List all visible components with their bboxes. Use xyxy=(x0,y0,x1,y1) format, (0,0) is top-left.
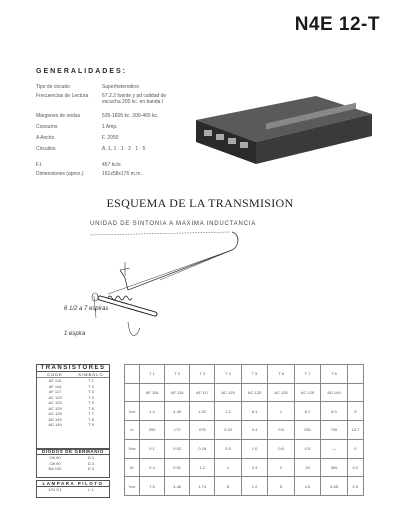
table-cell: AF 117 xyxy=(48,389,62,394)
table-cell: 4.5 xyxy=(294,477,320,496)
spec-key: A Ancho xyxy=(36,135,55,141)
table-cell xyxy=(347,383,363,402)
table-cell: 15 xyxy=(294,458,320,477)
table-cell: T 9 xyxy=(88,422,94,427)
table-cell: 1.2 xyxy=(190,458,215,477)
diodes-title: DIODOS DE GERMANIO xyxy=(37,449,109,455)
table-row xyxy=(125,402,364,421)
table-cell: T 4 xyxy=(215,365,241,384)
table-cell: 0.18 xyxy=(190,439,215,458)
coil-label: 6 1/2 a 7 espiras xyxy=(64,306,109,312)
spec-value: 1 Amp. xyxy=(102,124,118,130)
table-cell: T 2 xyxy=(165,365,190,384)
table-cell: 0.8 xyxy=(268,439,294,458)
table-cell: 0.2 xyxy=(347,458,363,477)
voltage-table xyxy=(124,364,364,496)
table-cell: T 3 xyxy=(190,365,215,384)
table-cell: AC 125 xyxy=(48,400,62,405)
table-cell: 1.2 xyxy=(139,402,164,421)
table-row xyxy=(125,421,364,440)
table-cell: 13.7 xyxy=(347,421,363,440)
spec-value: Superheterodino xyxy=(102,84,139,90)
col-symbol: SIMBOLO xyxy=(78,372,104,377)
table-cell: T 1 xyxy=(139,365,164,384)
table-cell: 3.4 xyxy=(241,421,267,440)
table-cell: AC 125 xyxy=(48,405,62,411)
table-row xyxy=(125,439,364,458)
table-cell: 0.03 xyxy=(165,439,190,458)
table-cell: D 3 xyxy=(87,466,95,471)
table-cell: 9 xyxy=(347,402,363,421)
table-cell: 4.45 xyxy=(165,402,190,421)
table-cell xyxy=(125,383,140,402)
table-cell: T 5 xyxy=(241,365,267,384)
table-cell: T 2 xyxy=(88,383,94,389)
table-cell: 8 xyxy=(215,477,241,496)
table-cell: 0.5 xyxy=(294,439,320,458)
lamp-title: LAMPARA PILOTO xyxy=(37,481,109,487)
table-cell: AF 116 xyxy=(165,383,190,402)
tuning-unit-label: UNIDAD DE SINTONIA A MAXIMA INDUCTANCIA xyxy=(90,221,257,227)
lamp-table xyxy=(36,480,110,498)
table-cell: AD 149 xyxy=(321,383,347,402)
table-cell: BA 100 xyxy=(48,466,62,471)
table-cell: 0.1 xyxy=(139,439,164,458)
table-cell: 300 xyxy=(321,458,347,477)
table-cell: 1.2 xyxy=(215,402,241,421)
table-cell: AC 125 xyxy=(48,394,62,400)
table-cell: 1.2 xyxy=(241,477,267,496)
spec-value: 161x58x176 m.m. xyxy=(102,171,142,177)
spec-value: 67.2.2 fuente y pd calidad de escucha 200 kc. en banda I xyxy=(102,93,167,105)
table-cell: 4.02 xyxy=(190,402,215,421)
spec-key: F.I. xyxy=(36,162,43,168)
transistors-table xyxy=(36,364,110,450)
table-cell: 5 xyxy=(268,477,294,496)
table-cell: AC 125 xyxy=(294,383,320,402)
table-cell: 700 xyxy=(321,421,347,440)
transistors-title: TRANSISTORES xyxy=(37,365,109,372)
table-cell: 0.5 xyxy=(215,439,241,458)
table-row xyxy=(37,466,109,472)
table-cell: T 4 xyxy=(88,394,94,400)
loop-label: 1 espira xyxy=(64,331,86,337)
table-cell: T 7 xyxy=(294,365,320,384)
table-cell: 200 xyxy=(139,421,164,440)
table-row xyxy=(125,458,364,477)
table-cell: AF 116 xyxy=(48,383,62,389)
table-cell: D 2 xyxy=(87,460,95,466)
table-cell: 0.01 xyxy=(165,458,190,477)
table-row xyxy=(37,487,109,493)
table-cell: AF 116 xyxy=(139,383,164,402)
spec-key: Dimensiones (aprox.) xyxy=(36,171,84,177)
table-cell: AC 125 xyxy=(268,383,294,402)
table-cell: 8.3 xyxy=(321,402,347,421)
table-cell: T 3 xyxy=(88,389,94,394)
table-cell: 075 xyxy=(190,421,215,440)
table-cell: Vbe xyxy=(125,439,140,458)
table-cell: 0.33 xyxy=(215,421,241,440)
table-cell: T 1 xyxy=(88,378,94,383)
table-cell xyxy=(347,365,363,384)
table-cell: AC 125 xyxy=(241,383,267,402)
table-cell: 0.5 xyxy=(347,477,363,496)
diagram-title: ESQUEMA DE LA TRANSMISION xyxy=(106,196,294,210)
car-radio-illustration xyxy=(186,90,376,166)
spec-value: A, 1, 1 · 1 · 2 · 1 · 5 xyxy=(102,146,146,152)
table-cell: 4.45 xyxy=(165,477,190,496)
table-cell: Vce xyxy=(125,402,140,421)
table-cell: 1 xyxy=(268,402,294,421)
table-cell: 0 xyxy=(347,439,363,458)
table-row xyxy=(125,383,364,402)
diodes-table xyxy=(36,448,110,478)
table-cell: 12V 0.1 xyxy=(48,487,62,492)
diodes-rows xyxy=(37,455,109,472)
table-cell: T 7 xyxy=(88,411,94,416)
table-cell: AD 149 xyxy=(48,416,62,422)
spec-value: 457 kc/s xyxy=(102,162,121,168)
table-cell: D 1 xyxy=(87,455,95,460)
table-cell: T 6 xyxy=(88,405,94,411)
col-code: CODE xyxy=(47,372,63,377)
table-cell: 8.1 xyxy=(241,402,267,421)
table-cell: 172 xyxy=(165,421,190,440)
table-cell: 0.8 xyxy=(268,421,294,440)
table-cell: 2 xyxy=(268,458,294,477)
table-cell: AC 125 xyxy=(48,411,62,416)
table-cell: 4.58 xyxy=(321,477,347,496)
table-cell: Ic xyxy=(125,421,140,440)
table-cell: T 8 xyxy=(88,416,94,422)
transistors-rows xyxy=(37,378,109,428)
spec-value: F. 2050 xyxy=(102,135,119,141)
spec-key: Márgenes de ondas xyxy=(36,113,81,119)
spec-key: Circuitos xyxy=(36,146,56,152)
table-cell: 1.0 xyxy=(241,439,267,458)
table-cell: Ib xyxy=(125,458,140,477)
table-cell: T 8 xyxy=(321,365,347,384)
table-cell: OA 90 xyxy=(49,460,61,466)
transmission-diagram xyxy=(0,210,400,370)
spec-value: 535-1605 kc. 200-465 kc. xyxy=(102,113,159,119)
table-cell: — xyxy=(321,439,347,458)
table-cell: 1.74 xyxy=(190,477,215,496)
table-cell: 7.5 xyxy=(139,477,164,496)
table-cell: T 5 xyxy=(88,400,94,405)
table-cell: AF 116 xyxy=(48,378,62,383)
table-cell: L 1 xyxy=(88,487,94,492)
spec-key: Consumo xyxy=(36,124,58,130)
table-cell: 8.1 xyxy=(294,402,320,421)
table-row xyxy=(125,477,364,496)
table-cell xyxy=(125,365,140,384)
general-title: GENERALIDADES: xyxy=(36,68,128,75)
table-cell: 250 xyxy=(294,421,320,440)
table-row xyxy=(125,365,364,384)
table-cell: 0.3 xyxy=(241,458,267,477)
table-cell: 2.4 xyxy=(139,458,164,477)
table-cell: AF 117 xyxy=(190,383,215,402)
spec-key: Frecuencias de Lectura xyxy=(36,93,89,99)
table-row xyxy=(37,422,109,428)
table-cell: T 6 xyxy=(268,365,294,384)
spec-key: Tipo de circuito xyxy=(36,84,70,90)
table-cell: AC 125 xyxy=(215,383,241,402)
table-cell: AD 149 xyxy=(48,422,62,427)
lamp-rows xyxy=(37,487,109,493)
table-cell: Vce xyxy=(125,477,140,496)
model-title: N4E 12-T xyxy=(294,14,380,35)
table-cell: 1 xyxy=(215,458,241,477)
table-cell: OA 90 xyxy=(49,455,61,460)
